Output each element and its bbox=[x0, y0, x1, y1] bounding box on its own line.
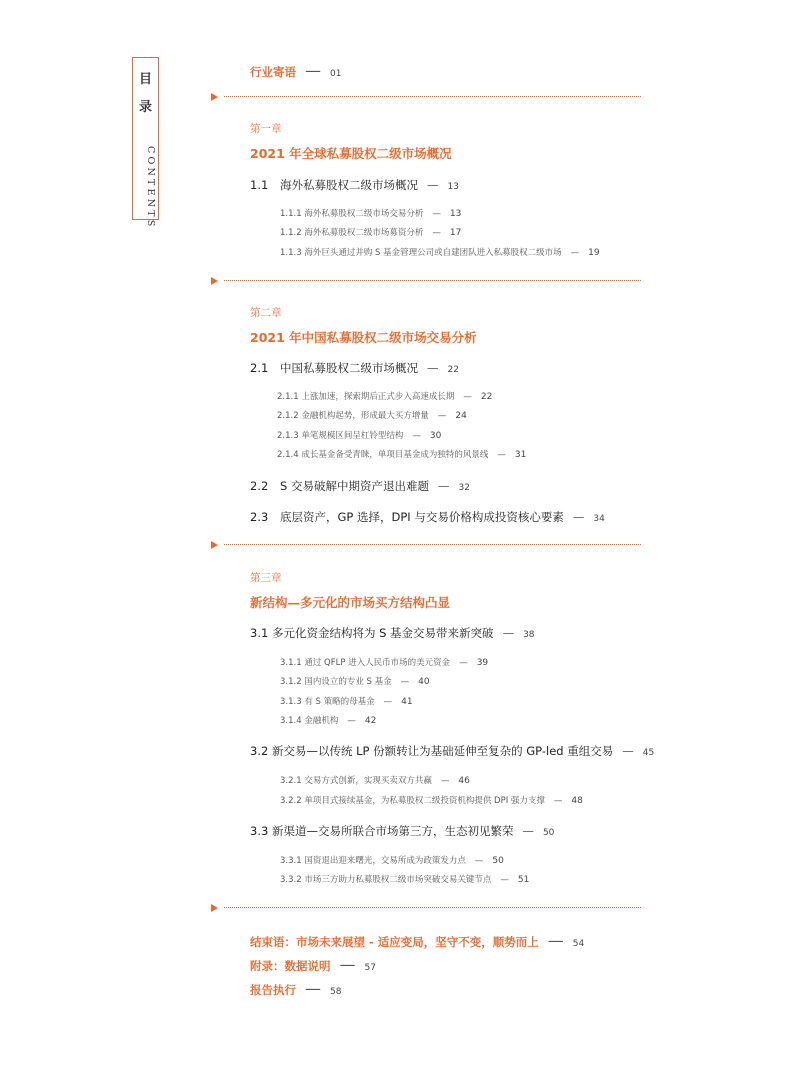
section-divider bbox=[211, 541, 641, 549]
toc-section-3-3[interactable]: 3.3 新渠道—交易所联合市场第三方，生态初见繁荣 — 50 bbox=[250, 824, 555, 838]
triangle-marker-icon bbox=[211, 93, 218, 101]
toc-sub-3-1-1[interactable]: 3.1.1 通过 QFLP 进入人民币市场的美元资金 — 39 bbox=[280, 658, 489, 668]
chapter-1-label: 第一章 bbox=[250, 123, 282, 135]
section-divider bbox=[211, 93, 641, 101]
toc-appendix[interactable]: 附录：数据说明 — 57 bbox=[250, 955, 376, 974]
toc-sub-2-1-2[interactable]: 2.1.2 金融机构起势，形成最大买方增量 — 24 bbox=[277, 411, 467, 421]
toc-sub-3-3-2[interactable]: 3.3.2 市场三方助力私募股权二级市场突破交易关键节点 — 51 bbox=[280, 875, 530, 885]
chapter-2-label: 第二章 bbox=[250, 307, 282, 319]
chapter-2-title[interactable]: 2021 年中国私募股权二级市场交易分析 bbox=[250, 330, 477, 345]
toc-section-2-1[interactable]: 2.1 中国私募股权二级市场概况 — 22 bbox=[250, 361, 459, 375]
section-divider bbox=[211, 277, 641, 285]
section-divider bbox=[211, 904, 641, 912]
toc-sub-3-1-4[interactable]: 3.1.4 金融机构 — 42 bbox=[280, 716, 377, 726]
toc-foreword[interactable]: 行业寄语 — 01 bbox=[250, 61, 342, 80]
toc-sub-2-1-1[interactable]: 2.1.1 上涨加速，探索期后正式步入高速成长期 — 22 bbox=[277, 392, 493, 402]
toc-section-3-1[interactable]: 3.1 多元化资金结构将为 S 基金交易带来新突破 — 38 bbox=[250, 626, 535, 640]
toc-sub-1-1-2[interactable]: 1.1.2 海外私募股权二级市场募资分析 — 17 bbox=[280, 228, 462, 238]
toc-section-2-2[interactable]: 2.2 S 交易破解中期资产退出难题 — 32 bbox=[250, 479, 470, 493]
toc-sub-1-1-3[interactable]: 1.1.3 海外巨头通过并购 S 基金管理公司或自建团队进入私募股权二级市场 — 19 bbox=[280, 248, 600, 258]
triangle-marker-icon bbox=[211, 904, 218, 912]
toc-sub-3-2-2[interactable]: 3.2.2 单项目式接续基金，为私募股权二级投资机构提供 DPI 强力支撑 — 48 bbox=[280, 796, 583, 806]
contents-sidebar bbox=[132, 57, 159, 230]
sidebar-contents-label: CONTENTS bbox=[145, 146, 156, 230]
toc-section-3-2[interactable]: 3.2 新交易—以传统 LP 份额转让为基础延伸至复杂的 GP-led 重组交易 — 45 bbox=[250, 744, 655, 758]
toc-sub-3-1-2[interactable]: 3.1.2 国内设立的专业 S 基金 — 40 bbox=[280, 677, 430, 687]
toc-sub-3-1-3[interactable]: 3.1.3 有 S 策略的母基金 — 41 bbox=[280, 697, 413, 707]
toc-section-1-1[interactable]: 1.1 海外私募股权二级市场概况 — 13 bbox=[250, 178, 459, 192]
toc-execution[interactable]: 报告执行 — 58 bbox=[250, 979, 342, 998]
foreword-page: 01 bbox=[330, 69, 342, 79]
toc-sub-2-1-3[interactable]: 2.1.3 单笔规模区间呈杠铃型结构 — 30 bbox=[277, 431, 442, 441]
toc-section-2-3[interactable]: 2.3 底层资产，GP 选择，DPI 与交易价格构成投资核心要素 — 34 bbox=[250, 510, 605, 524]
chapter-3-label: 第三章 bbox=[250, 572, 282, 584]
foreword-title: 行业寄语 bbox=[250, 65, 296, 79]
toc-conclusion[interactable]: 结束语：市场未来展望 - 适应变局，坚守不变，顺势而上 — 54 bbox=[250, 931, 585, 950]
toc-sub-2-1-4[interactable]: 2.1.4 成长基金备受青睐，单项目基金成为独特的风景线 — 31 bbox=[277, 450, 527, 460]
toc-sub-1-1-1[interactable]: 1.1.1 海外私募股权二级市场交易分析 — 13 bbox=[280, 209, 462, 219]
chapter-3-title[interactable]: 新结构—多元化的市场买方结构凸显 bbox=[250, 595, 451, 610]
sidebar-char-lu: 录 bbox=[138, 100, 152, 115]
triangle-marker-icon bbox=[211, 541, 218, 549]
triangle-marker-icon bbox=[211, 277, 218, 285]
chapter-1-title[interactable]: 2021 年全球私募股权二级市场概况 bbox=[250, 146, 452, 161]
sidebar-char-mu: 目 bbox=[138, 72, 152, 87]
toc-sub-3-3-1[interactable]: 3.3.1 国资退出迎来曙光，交易所成为政策发力点 — 50 bbox=[280, 856, 504, 866]
toc-sub-3-2-1[interactable]: 3.2.1 交易方式创新，实现买卖双方共赢 — 46 bbox=[280, 776, 470, 786]
